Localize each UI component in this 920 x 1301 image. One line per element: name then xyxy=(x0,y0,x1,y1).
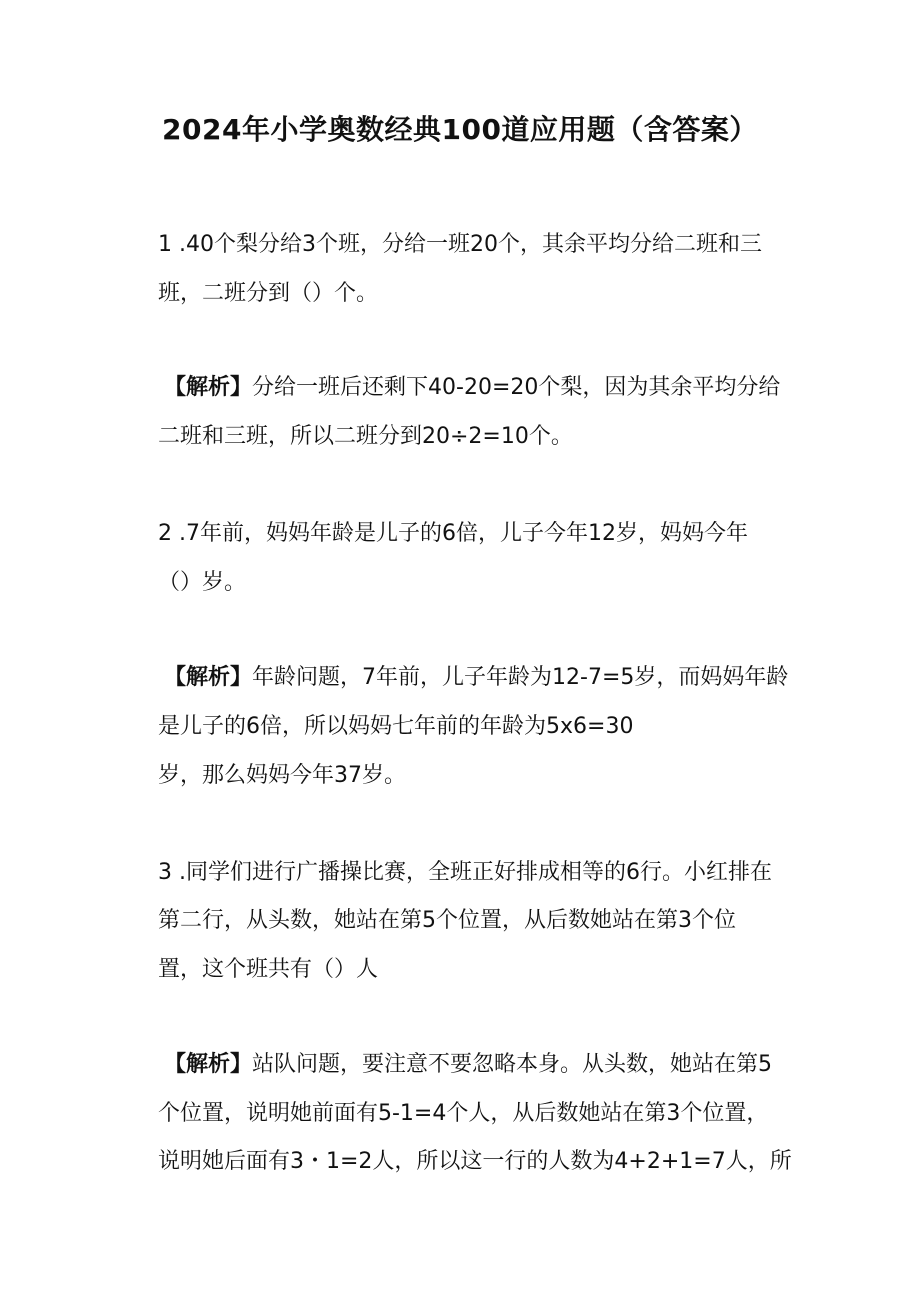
analysis-1-line-2: 二班和三班，所以二班分到20÷2=10个。 xyxy=(158,424,573,449)
analysis-1-line-1 xyxy=(164,372,780,404)
analysis-1-text-1: 分给一班后还剩下40-20=20个梨，因为其余平均分给 xyxy=(252,375,781,400)
analysis-2-label: 【解析】 xyxy=(164,665,253,690)
question-1-line-1: 1 .40个梨分给3个班，分给一班20个，其余平均分给二班和三 xyxy=(158,232,762,257)
analysis-2-line-2: 是儿子的6倍，所以妈妈七年前的年龄为5x6=30 xyxy=(158,714,634,739)
page-title: 2024年小学奥数经典100道应用题（含答案） xyxy=(162,113,758,146)
question-2-line-1: 2 .7年前，妈妈年龄是儿子的6倍，儿子今年12岁，妈妈今年 xyxy=(158,521,748,546)
question-3-line-3: 置，这个班共有（）人 xyxy=(158,957,379,982)
analysis-3-line-3: 说明她后面有3・1=2人，所以这一行的人数为4+2+1=7人，所 xyxy=(158,1149,792,1174)
analysis-2-line-1 xyxy=(164,662,788,694)
analysis-1-label: 【解析】 xyxy=(164,375,253,400)
analysis-2-line-3: 岁，那么妈妈今年37岁。 xyxy=(158,763,406,788)
analysis-3-label: 【解析】 xyxy=(164,1052,253,1077)
analysis-2-text-1: 年龄问题，7年前，儿子年龄为12-7=5岁，而妈妈年龄 xyxy=(252,665,789,690)
question-1-line-2: 班，二班分到（）个。 xyxy=(158,281,379,306)
question-3-line-1: 3 .同学们进行广播操比赛，全班正好排成相等的6行。小红排在 xyxy=(158,860,772,885)
analysis-3-text-1: 站队问题，要注意不要忽略本身。从头数，她站在第5 xyxy=(252,1052,773,1077)
question-2-line-2: （）岁。 xyxy=(158,570,247,595)
question-3-line-2: 第二行，从头数，她站在第5个位置，从后数她站在第3个位 xyxy=(158,908,736,933)
analysis-3-line-2: 个位置，说明她前面有5-1=4个人，从后数她站在第3个位置， xyxy=(158,1101,769,1126)
analysis-3-line-1 xyxy=(164,1049,772,1081)
